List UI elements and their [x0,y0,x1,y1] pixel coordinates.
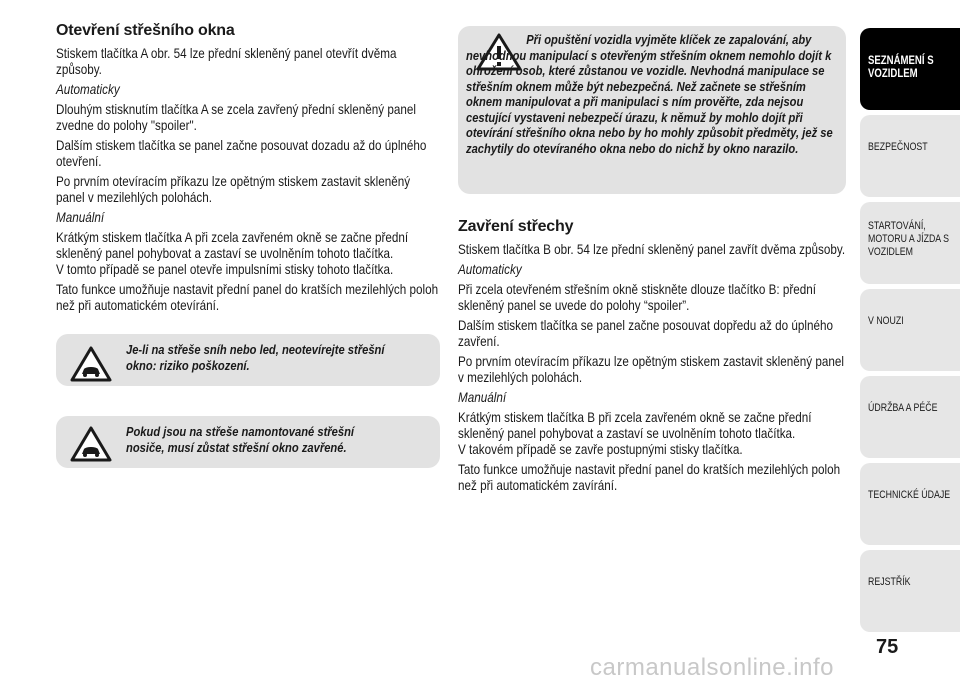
tab-starting-driving[interactable] [860,202,960,284]
tab-label: SEZNÁMENÍ S VOZIDLEM [868,53,934,80]
tab-label: TECHNICKÉ ÚDAJE [868,489,951,501]
caution-car-icon [70,426,112,462]
paragraph: Po prvním otevíracím příkazu lze opětným stiskem zastavit skleněný panel v mezilehlých polohách. [56,174,411,205]
paragraph: Krátkým stiskem tlačítka A při zcela zavřeném okně se začne přední skleněný panel pohybovat a zastaví se uvolněním tohoto tlačítka. [56,230,409,261]
paragraph: Krátkým stiskem tlačítka B při zcela zavřeném okně se začne přední skleněný panel pohybovat a zastaví se uvolněním tohoto tlačítka. [458,410,812,441]
warning-box-leaving-vehicle [458,26,846,194]
section-heading-closing: Zavření střechy [458,218,574,235]
paragraph: V takovém případě se zavře postupnými stisky tlačítka. [458,442,743,457]
tab-maintenance[interactable] [860,376,960,458]
paragraph: Dlouhým stisknutím tlačítka A se zcela zavřený přední skleněný panel zvedne do polohy "spoiler". [56,102,416,133]
paragraph: Dalším stiskem tlačítka se panel začne posouvat dopředu až do úplného zavření. [458,318,833,349]
subheading-manual: Manuální [458,390,507,405]
right-column [458,26,846,498]
tab-label: ÚDRŽBA A PÉČE [868,402,938,414]
warning-text: Pokud jsou na střeše namontované střešní nosiče, musí zůstat střešní okno zavřené. [126,424,355,455]
chapter-tabs [860,28,960,637]
tab-technical-data[interactable] [860,463,960,545]
page-number: 75 [876,636,899,658]
tab-label: REJSTŘÍK [868,576,911,588]
paragraph: Tato funkce umožňuje nastavit přední panel do kratších mezilehlých poloh než při automatickém otevírání. [56,282,439,313]
subheading-manual: Manuální [56,210,105,225]
paragraph: V tomto případě se panel otevře impulsními stisky tohoto tlačítka. [56,262,394,277]
tab-label: V NOUZI [868,315,904,327]
paragraph: Stiskem tlačítka B obr. 54 lze přední skleněný panel zavřít dvěma způsoby. [458,242,846,257]
paragraph: Tato funkce umožňuje nastavit přední panel do kratších mezilehlých poloh než při automatickém zavírání. [458,462,841,493]
paragraph: Při zcela otevřeném střešním okně stiskněte dlouze tlačítko B: přední skleněný panel se uvede do polohy “spoiler”. [458,282,817,313]
warning-text: Při opuštění vozidla vyjměte klíček ze zapalování, aby nevhodnou manipulací s otevřeným střešním oknem nemohlo dojít k ohrožení osob, které zůstanou ve vozidle. Nevhodná manipulace se střešním oknem může být nebezpečná. Než začnete se střešním oknem manipulovat a při manipulaci s ním prověřte, zda nejsou cestující vystaveni nebezpečí úrazu, k němuž by mohlo dojít při otevírání střešního okna nebo by ho mohly způsobit předměty, jež se zachytily do otevíraného okna nebo do nichž by okno narazilo. [466,32,833,156]
warning-box-roof-rack [56,416,440,468]
subheading-automatic: Automaticky [56,82,120,97]
warning-text: Je-li na střeše sníh nebo led, neotevírejte střešní okno: riziko poškození. [126,342,385,373]
tab-safety[interactable] [860,115,960,197]
watermark: carmanualsonline.info [590,654,834,681]
section-heading-opening: Otevření střešního okna [56,22,235,39]
left-column [56,22,440,468]
tab-vehicle-intro[interactable] [860,28,960,110]
paragraph: Dalším stiskem tlačítka se panel začne posouvat dozadu až do úplného otevření. [56,138,427,169]
subheading-automatic: Automaticky [458,262,522,277]
paragraph: Stiskem tlačítka A obr. 54 lze přední skleněný panel otevřít dvěma způsoby. [56,46,397,77]
warning-box-snow [56,334,440,386]
paragraph: Po prvním otevíracím příkazu lze opětným stiskem zastavit skleněný panel v mezilehlých polohách. [458,354,844,385]
tab-label: STARTOVÁNÍ, MOTORU A JÍZDA S VOZIDLEM [868,220,950,258]
tab-index[interactable] [860,550,960,632]
tab-label: BEZPEČNOST [868,141,928,153]
tab-emergency[interactable] [860,289,960,371]
caution-car-icon [70,346,112,382]
